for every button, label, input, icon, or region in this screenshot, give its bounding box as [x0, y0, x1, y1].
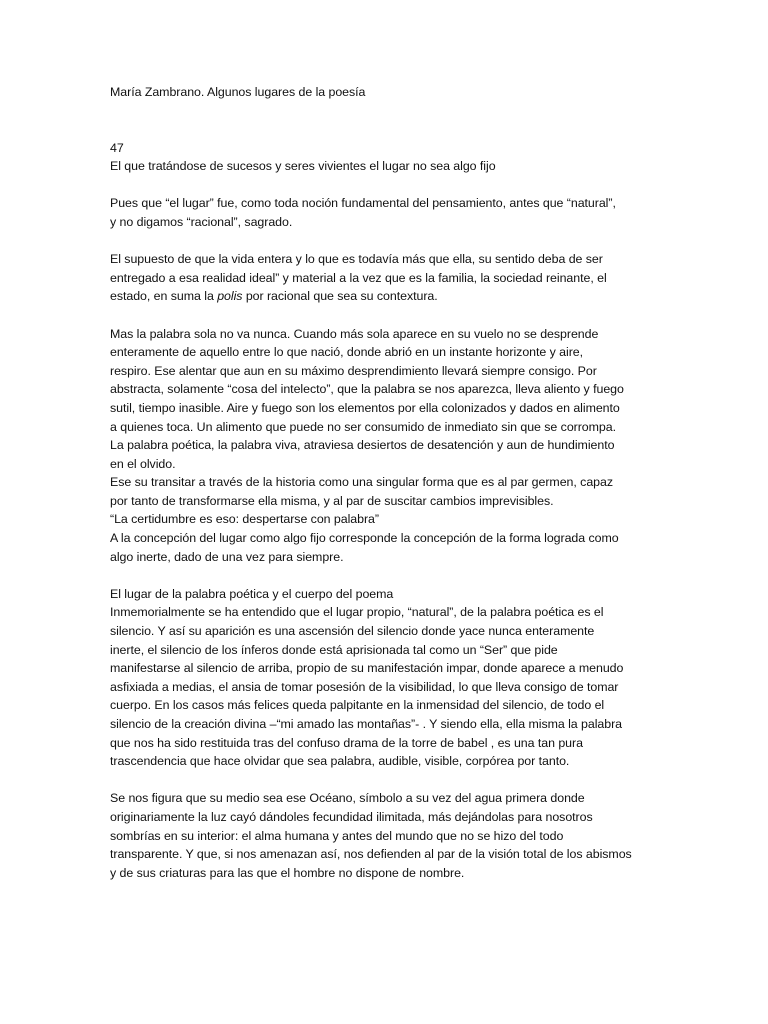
quote-line: “La certidumbre es eso: despertarse con palabra”	[110, 512, 379, 527]
paragraph-3	[110, 325, 670, 567]
text-line: originariamente la luz cayó dándoles fecundidad ilimitada, más dejándolas para nosotros	[110, 809, 593, 824]
paragraph-1	[110, 194, 670, 231]
section-number: 47	[110, 140, 124, 155]
text-line: Inmemorialmente se ha entendido que el lugar propio, “natural”, de la palabra poética es el	[110, 605, 604, 620]
text-line: manifestarse al silencio de arriba, propio de su manifestación impar, donde aparece a menudo	[110, 661, 624, 676]
text-segment: por racional que sea su contextura.	[242, 289, 438, 304]
text-line: cuerpo. En los casos más felices queda palpitante en la inmensidad del silencio, de todo el	[110, 698, 605, 713]
paragraph-4	[110, 585, 670, 771]
text-line: entregado a esa realidad ideal” y material a la vez que es la familia, la sociedad reinante, el	[110, 270, 607, 285]
document-page	[110, 83, 670, 882]
paragraph-2	[110, 250, 670, 306]
text-line: respiro. Ese alentar que aun en su máximo desprendimiento llevará siempre consigo. Por	[110, 363, 597, 378]
text-line: algo inerte, dado de una vez para siempre.	[110, 549, 344, 564]
text-line: silencio. Y así su aparición es una ascensión del silencio donde yace nunca enteramente	[110, 624, 595, 639]
text-line	[110, 287, 670, 306]
text-line: inerte, el silencio de los ínferos donde está aprisionada tal como un “Ser” que pide	[110, 642, 558, 657]
text-line: sombrías en su interior: el alma humana y antes del mundo que no se hizo del todo	[110, 828, 564, 843]
text-line: que nos ha sido restituida tras del confuso drama de la torre de babel , es una tan pura	[110, 735, 583, 750]
text-line: El supuesto de que la vida entera y lo que es todavía más que ella, su sentido deba de ser	[110, 252, 603, 267]
document-header: María Zambrano. Algunos lugares de la poesía	[110, 85, 366, 99]
text-line: enteramente de aquello entre lo que nació, donde abrió en un instante horizonte y aire,	[110, 345, 584, 360]
text-line: A la concepción del lugar como algo fijo corresponde la concepción de la forma lograda como	[110, 531, 619, 546]
text-line: Ese su transitar a través de la historia como una singular forma que es al par germen, capaz	[110, 475, 613, 490]
text-line: trascendencia que hace olvidar que sea palabra, audible, visible, corpórea por tanto.	[110, 754, 570, 769]
text-line: por tanto de transformarse ella misma, y al par de suscitar cambios imprevisibles.	[110, 493, 554, 508]
text-line: en el olvido.	[110, 456, 176, 471]
paragraph-5	[110, 789, 670, 882]
text-line: abstracta, solamente “cosa del intelecto”, que la palabra se nos aparezca, lleva aliento y fuego	[110, 382, 624, 397]
text-line: silencio de la creación divina –“mi amado las montañas”- . Y siendo ella, ella misma la palabra	[110, 717, 623, 731]
text-line: Mas la palabra sola no va nunca. Cuando más sola aparece en su vuelo no se desprende	[110, 326, 599, 341]
text-line: Se nos figura que su medio sea ese Océano, símbolo a su vez del agua primera donde	[110, 791, 585, 806]
text-segment: estado, en suma la	[110, 289, 218, 304]
text-line: sutil, tiempo inasible. Aire y fuego son los elementos por ella colonizados y dados en alimento	[110, 400, 620, 415]
subsection-heading: El lugar de la palabra poética y el cuerpo del poema	[110, 586, 394, 601]
text-line: transparente. Y que, si nos amenazan así, nos defienden al par de la visión total de los abismos	[110, 847, 632, 862]
text-line: y no digamos “racional”, sagrado.	[110, 214, 293, 229]
italic-term-polis: polis	[217, 289, 243, 304]
text-line: Pues que “el lugar” fue, como toda noción fundamental del pensamiento, antes que “natural”,	[110, 196, 616, 211]
text-line: a quienes toca. Un alimento que puede no ser consumido de inmediato sin que se corrompa.	[110, 419, 616, 434]
section-title: El que tratándose de sucesos y seres vivientes el lugar no sea algo fijo	[110, 159, 496, 174]
text-line: La palabra poética, la palabra viva, atraviesa desiertos de desatención y aun de hundimiento	[110, 438, 615, 453]
text-line: asfixiada a medias, el ansia de tomar posesión de la visibilidad, lo que lleva consigo de tomar	[110, 679, 619, 694]
text-line: y de sus criaturas para las que el hombre no dispone de nombre.	[110, 865, 465, 880]
